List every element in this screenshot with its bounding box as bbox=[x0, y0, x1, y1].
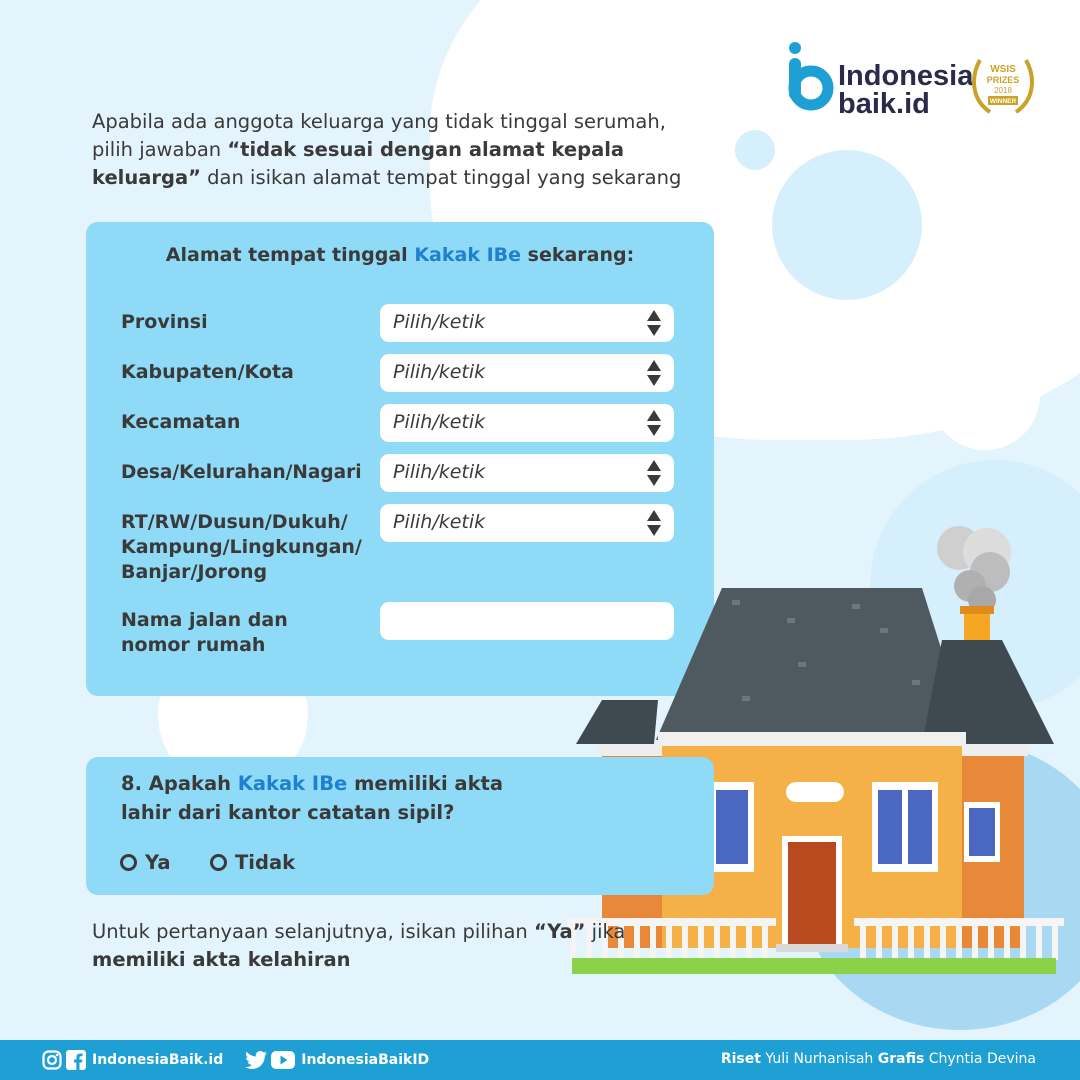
form-title-prefix: Alamat tempat tinggal bbox=[165, 244, 415, 266]
up-down-arrows-icon bbox=[646, 458, 662, 488]
facebook-icon[interactable] bbox=[66, 1050, 86, 1070]
question-prefix: 8. Apakah bbox=[121, 772, 238, 795]
question-text bbox=[121, 769, 503, 827]
background-blob bbox=[930, 340, 1040, 450]
radio-option-ya[interactable] bbox=[120, 851, 171, 874]
award-line1: WSIS bbox=[990, 64, 1016, 75]
question-highlight: Kakak IBe bbox=[237, 772, 348, 795]
label-rt-rw-line1: RT/RW/Dusun/Dukuh/ bbox=[121, 511, 348, 533]
credit-grafis-label: Grafis bbox=[877, 1051, 925, 1067]
label-provinsi: Provinsi bbox=[121, 311, 208, 333]
select-provinsi[interactable] bbox=[380, 304, 674, 342]
background-blob bbox=[772, 150, 922, 300]
label-kabupaten-kota: Kabupaten/Kota bbox=[121, 361, 294, 383]
label-nama-jalan-line2: nomor rumah bbox=[121, 634, 266, 656]
intro-bold: “tidak sesuai dengan alamat kepala keluarga” bbox=[92, 138, 625, 189]
up-down-arrows-icon bbox=[646, 308, 662, 338]
logo-mark-icon bbox=[786, 40, 836, 120]
award-line2: PRIZES bbox=[986, 75, 1020, 85]
outro-bold1: “Ya” bbox=[533, 920, 586, 943]
house-illustration bbox=[562, 500, 1068, 980]
up-down-arrows-icon bbox=[646, 408, 662, 438]
outro-bold2: memiliki akta kelahiran bbox=[92, 948, 351, 971]
select-placeholder: Pilih/ketik bbox=[393, 511, 486, 533]
select-placeholder: Pilih/ketik bbox=[393, 461, 486, 483]
outro-part2: jika bbox=[585, 920, 626, 943]
radio-circle-icon bbox=[210, 854, 227, 871]
background-blob bbox=[735, 130, 775, 170]
laurel-icon bbox=[968, 50, 1038, 120]
footer-credits bbox=[721, 1051, 1036, 1067]
credit-riset-name: Yuli Nurhanisah bbox=[765, 1051, 874, 1067]
radio-option-tidak[interactable] bbox=[210, 851, 295, 874]
question-line2: lahir dari kantor catatan sipil? bbox=[121, 801, 455, 824]
award-line4: WINNER bbox=[989, 98, 1017, 105]
intro-part2: dan isikan alamat tempat tinggal yang sekarang bbox=[200, 166, 682, 189]
intro-part1: Apabila ada anggota keluarga yang tidak tinggal serumah, pilih jawaban bbox=[92, 110, 666, 161]
award-line3: 2018 bbox=[994, 86, 1012, 95]
form-title-suffix: sekarang: bbox=[521, 244, 635, 266]
select-placeholder: Pilih/ketik bbox=[393, 361, 486, 383]
label-rt-rw bbox=[121, 510, 362, 585]
question-suffix: memiliki akta bbox=[347, 772, 504, 795]
question-card bbox=[86, 757, 714, 895]
outro-text bbox=[92, 918, 692, 974]
footer-social bbox=[42, 1050, 429, 1070]
label-desa-kelurahan-nagari: Desa/Kelurahan/Nagari bbox=[121, 462, 362, 483]
logo-text bbox=[838, 62, 973, 118]
select-placeholder: Pilih/ketik bbox=[393, 411, 486, 433]
select-desa-kelurahan-nagari[interactable] bbox=[380, 454, 674, 492]
form-title bbox=[86, 244, 714, 266]
footer-social-handle[interactable]: IndonesiaBaikID bbox=[301, 1052, 430, 1068]
credit-riset-label: Riset bbox=[720, 1051, 761, 1067]
question-line1 bbox=[121, 769, 503, 798]
label-kecamatan: Kecamatan bbox=[121, 411, 241, 433]
up-down-arrows-icon bbox=[646, 358, 662, 388]
select-placeholder: Pilih/ketik bbox=[393, 311, 486, 333]
radio-label-tidak: Tidak bbox=[235, 851, 296, 874]
credit-grafis-name: Chyntia Devina bbox=[928, 1051, 1036, 1067]
form-title-highlight: Kakak IBe bbox=[414, 244, 522, 266]
select-kabupaten-kota[interactable] bbox=[380, 354, 674, 392]
select-kecamatan[interactable] bbox=[380, 404, 674, 442]
outro-part1: Untuk pertanyaan selanjutnya, isikan pilihan bbox=[92, 920, 534, 943]
label-rt-rw-line3: Banjar/Jorong bbox=[121, 561, 268, 583]
instagram-icon[interactable] bbox=[42, 1050, 62, 1070]
youtube-icon[interactable] bbox=[271, 1051, 295, 1069]
wsis-award-badge bbox=[968, 50, 1038, 120]
radio-label-ya: Ya bbox=[145, 851, 171, 874]
logo-text-line1: Indonesia bbox=[838, 60, 974, 92]
intro-text bbox=[92, 108, 692, 192]
footer-bar bbox=[0, 1040, 1080, 1080]
radio-circle-icon bbox=[120, 854, 137, 871]
label-nama-jalan bbox=[121, 608, 288, 658]
twitter-icon[interactable] bbox=[245, 1051, 267, 1069]
label-rt-rw-line2: Kampung/Lingkungan/ bbox=[121, 536, 362, 558]
logo-text-line2: baik.id bbox=[838, 88, 930, 120]
label-nama-jalan-line1: Nama jalan dan bbox=[121, 609, 288, 631]
footer-site-link[interactable]: IndonesiaBaik.id bbox=[92, 1052, 224, 1068]
